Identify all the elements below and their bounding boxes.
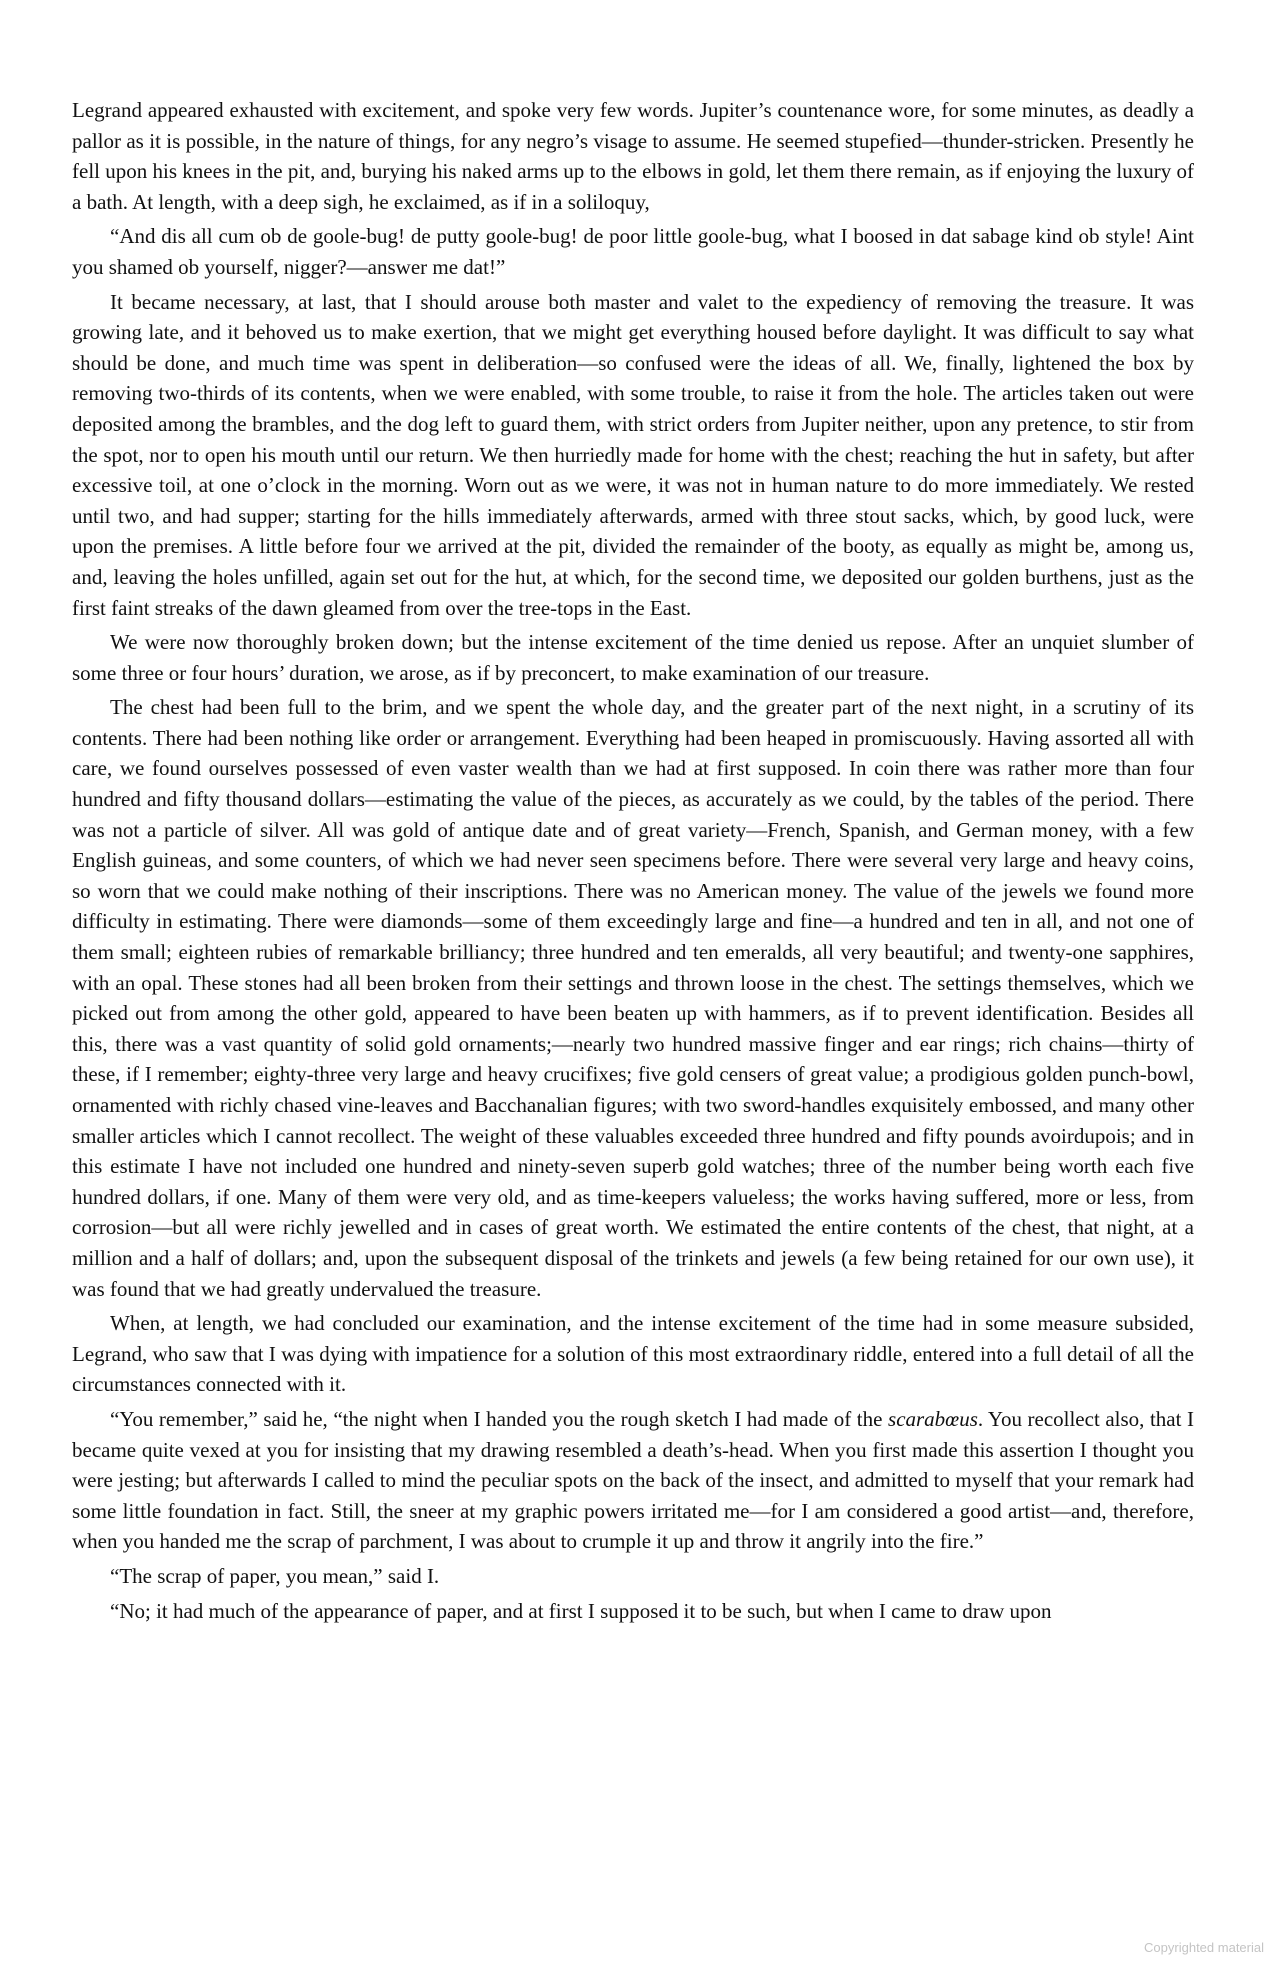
scarabaeus-term: scarabœus (888, 1406, 978, 1431)
paragraph-legrand-exhausted: Legrand appeared exhausted with excitement, and spoke very few words. Jupiter’s countenance wore, for some minutes, as deadly a pallor as it is possible, in the nature of things, for any negro’s visage to assume. He seemed stupefied—thunder-stricken. Presently he fell upon his knees in the pit, and, burying his naked arms up to the elbows in gold, let them there remain, as if enjoying the luxury of a bath. At length, with a deep sigh, he exclaimed, as if in a soliloquy, (72, 98, 1194, 214)
paragraph-appearance-of-paper: “No; it had much of the appearance of paper, and at first I supposed it to be such, but when I came to draw upon (110, 1598, 1052, 1623)
paragraph-you-remember (72, 1404, 1194, 1557)
copyright-watermark: Copyrighted material (1144, 1940, 1264, 1955)
paragraph-you-remember-start: “You remember,” said he, “the night when I handed you the rough sketch I had made of the (110, 1406, 889, 1431)
paragraph-removing-treasure: It became necessary, at last, that I should arouse both master and valet to the expediency of removing the treasure. It was growing late, and it behoved us to make exertion, that we might get everything housed before daylight. It was difficult to say what should be done, and much time was spent in deliberation—so confused were the ideas of all. We, finally, lightened the box by removing two-thirds of its contents, when we were enabled, with some trouble, to raise it from the hole. The articles taken out were deposited among the brambles, and the dog left to guard them, with strict orders from Jupiter neither, upon any pretence, to stir from the spot, nor to open his mouth until our return. We then hurriedly made for home with the chest; reaching the hut in safety, but after excessive toil, at one o’clock in the morning. Worn out as we were, it was not in human nature to do more immediately. We rested until two, and had supper; starting for the hills immediately afterwards, armed with three stout sacks, which, by good luck, were upon the premises. A little before four we arrived at the pit, divided the remainder of the booty, as equally as might be, among us, and, leaving the holes unfilled, again set out for the hut, at which, for the second time, we deposited our golden burthens, just as the first faint streaks of the dawn gleamed from over the tree-tops in the East. (72, 289, 1194, 620)
paragraph-jupiter-exclamation: “And dis all cum ob de goole-bug! de putty goole-bug! de poor little goole-bug, what I boosed in dat sabage kind ob style! Aint you shamed ob yourself, nigger?—answer me dat!” (72, 224, 1194, 279)
paragraph-scrap-of-paper: “The scrap of paper, you mean,” said I. (110, 1563, 440, 1588)
paragraph-broken-down: We were now thoroughly broken down; but the intense excitement of the time denied us repose. After an unquiet slumber of some three or four hours’ duration, we arose, as if by preconcert, to make examination of our treasure. (72, 630, 1194, 685)
paragraph-concluded-examination: When, at length, we had concluded our examination, and the intense excitement of the time had in some measure subsided, Legrand, who saw that I was dying with impatience for a solution of this most extraordinary riddle, entered into a full detail of all the circumstances connected with it. (72, 1311, 1194, 1397)
paragraph-you-remember-rest: . You recollect also, that I became quite vexed at you for insisting that my drawing resembled a death’s-head. When you first made this assertion I thought you were jesting; but afterwards I called to mind the peculiar spots on the back of the insect, and admitted to myself that your remark had some little foundation in fact. Still, the sneer at my graphic powers irritated me—for I am considered a good artist—and, therefore, when you handed me the scrap of parchment, I was about to crumple it up and throw it angrily into the fire.” (72, 1406, 1194, 1554)
book-page-text (72, 95, 1194, 1626)
paragraph-chest-contents: The chest had been full to the brim, and we spent the whole day, and the greater part of the next night, in a scrutiny of its contents. There had been nothing like order or arrangement. Everything had been heaped in promiscuously. Having assorted all with care, we found ourselves possessed of even vaster wealth than we had at first supposed. In coin there was rather more than four hundred and fifty thousand dollars—estimating the value of the pieces, as accurately as we could, by the tables of the period. There was not a particle of silver. All was gold of antique date and of great variety—French, Spanish, and German money, with a few English guineas, and some counters, of which we had never seen specimens before. There were several very large and heavy coins, so worn that we could make nothing of their inscriptions. There was no American money. The value of the jewels we found more difficulty in estimating. There were diamonds—some of them exceedingly large and fine—a hundred and ten in all, and not one of them small; eighteen rubies of remarkable brilliancy; three hundred and ten emeralds, all very beautiful; and twenty-one sapphires, with an opal. These stones had all been broken from their settings and thrown loose in the chest. The settings themselves, which we picked out from among the other gold, appeared to have been beaten up with hammers, as if to prevent identification. Besides all this, there was a vast quantity of solid gold ornaments;—nearly two hundred massive finger and ear rings; rich chains—thirty of these, if I remember; eighty-three very large and heavy crucifixes; five gold censers of great value; a prodigious golden punch-bowl, ornamented with richly chased vine-leaves and Bacchanalian figures; with two sword-handles exquisitely embossed, and many other smaller articles which I cannot recollect. The weight of these valuables exceeded three hundred and fifty pounds avoirdupois; and in this estimate I have not included one hundred and ninety-seven superb gold watches; three of the number being worth each five hundred dollars, if one. Many of them were very old, and as time-keepers valueless; the works having suffered, more or less, from corrosion—but all were richly jewelled and in cases of great worth. We estimated the entire contents of the chest, that night, at a million and a half of dollars; and, upon the subsequent disposal of the trinkets and jewels (a few being retained for our own use), it was found that we had greatly undervalued the treasure. (72, 695, 1194, 1301)
